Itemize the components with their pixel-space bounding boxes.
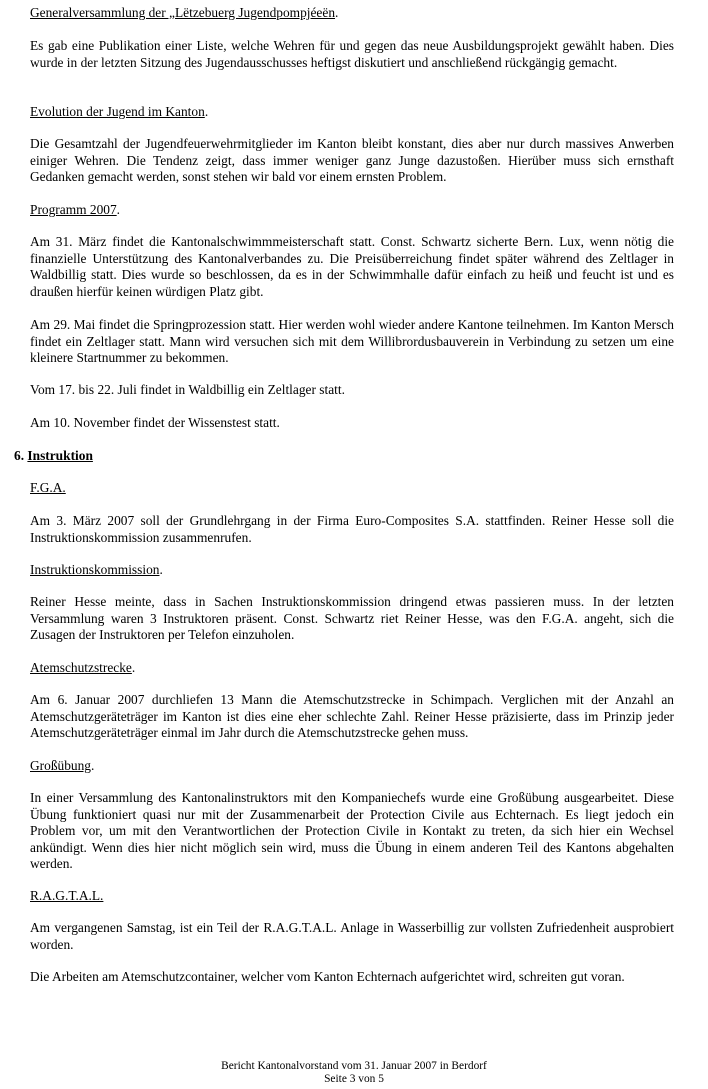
heading-text: Großübung bbox=[30, 758, 91, 773]
heading-suffix: . bbox=[91, 758, 95, 773]
paragraph-ragtal-1: Am vergangenen Samstag, ist ein Teil der R.A.G.T.A.L. Anlage in Wasserbillig zur vollsten Zufriedenheit ausprobiert worden. bbox=[30, 920, 674, 952]
paragraph-generalversammlung: Es gab eine Publikation einer Liste, welche Wehren für und gegen das neue Ausbildungsprojekt gewählt haben. Dies wurde in der letzten Sitzung des Jugendausschusses heftigst diskutiert und anschließend rückgängig gemacht. bbox=[30, 38, 674, 70]
subsection-heading-ragtal bbox=[30, 888, 674, 905]
heading-suffix: . bbox=[116, 202, 121, 217]
subsection-heading-atemschutzstrecke bbox=[30, 660, 674, 677]
section-title: Instruktion bbox=[27, 448, 93, 463]
paragraph-ragtal-2: Die Arbeiten am Atemschutzcontainer, welcher vom Kanton Echternach aufgerichtet wird, schreiten gut voran. bbox=[30, 969, 625, 984]
subsection-heading-programm bbox=[30, 202, 674, 219]
subsection-heading-grossuebung bbox=[30, 758, 674, 775]
page-footer bbox=[0, 1060, 708, 1086]
paragraph-programm-2: Am 29. Mai findet die Springprozession statt. Hier werden wohl wieder andere Kantone teilnehmen. Im Kanton Mersch findet ein Zeltlager statt. Mann wird versuchen sich mit dem Willibrordusbauverein in Verbindung zu setzen um eine kleinere Startnummer zu bekommen. bbox=[30, 317, 674, 366]
heading-text: Evolution der Jugend im Kanton bbox=[30, 104, 205, 119]
paragraph-instruktionskommission: Reiner Hesse meinte, dass in Sachen Instruktionskommission dringend etwas passieren muss. In der letzten Versammlung waren 3 Instruktoren präsent. Const. Schwartz riet Reiner Hesse, was den F.G.A. angeht, sich die Zusagen der Instruktoren per Telefon einzuholen. bbox=[30, 594, 674, 643]
heading-text: Programm 2007 bbox=[30, 202, 117, 217]
subsection-heading-instruktionskommission bbox=[30, 562, 674, 579]
paragraph-programm-4: Am 10. November findet der Wissenstest statt. bbox=[30, 415, 280, 430]
heading-text: Instruktionskommission bbox=[30, 562, 160, 577]
subsection-heading-fga bbox=[30, 480, 674, 497]
paragraph-atemschutzstrecke: Am 6. Januar 2007 durchliefen 13 Mann die Atemschutzstrecke in Schimpach. Verglichen mit der Anzahl an Atemschutzgeräteträger im Kanton ist dies eine eher schlechte Zahl. Reiner Hesse präzisierte, dass im Prinzip jeder Atemschutzgeräteträger einmal im Jahr durch die Atemschutzstrecke gehen muss. bbox=[30, 692, 674, 741]
paragraph-evolution: Die Gesamtzahl der Jugendfeuerwehrmitglieder im Kanton bleibt konstant, dies aber nur durch massives Anwerben einiger Wehren. Die Tendenz zeigt, dass immer weniger ganz Junge dazustoßen. Hierüber muss sich ernsthaft Gedanken gemacht werden, sonst stehen wir bald vor einem ernsten Problem. bbox=[30, 136, 674, 185]
paragraph-grossuebung: In einer Versammlung des Kantonalinstruktors mit den Kompaniechefs wurde eine Großübung ausgearbeitet. Diese Übung funktioniert quasi nur mit der Zusammenarbeit der Protection Civile aus Echternach. Es liegt jedoch ein Problem vor, um mit den Verantwortlichen der Protection Civile in Kontakt zu treten, da sich hier ein Wechsel ankündigt. Wenn dies hier nicht möglich sein wird, muss die Übung in einem anderen Teil des Kantons abgehalten werden. bbox=[30, 790, 674, 872]
heading-text: Atemschutzstrecke bbox=[30, 660, 132, 675]
paragraph-programm-3: Vom 17. bis 22. Juli findet in Waldbillig ein Zeltlager statt. bbox=[30, 382, 345, 397]
paragraph-fga: Am 3. März 2007 soll der Grundlehrgang in der Firma Euro-Composites S.A. stattfinden. Reiner Hesse soll die Instruktionskommission zusammenrufen. bbox=[30, 513, 674, 545]
paragraph-programm-1: Am 31. März findet die Kantonalschwimmmeisterschaft statt. Const. Schwartz sicherte Bern. Lux, wenn nötig die finanzielle Unterstützung des Kantonalverbandes zu. Die Preisüberreichung findet später während des Zeltlager in Waldbillig statt. Dies wurde so beschlossen, da es in der Schwimmhalle dafür einfach zu heiß und feucht ist und es draußen hierfür keinen würdigen Platz gibt. bbox=[30, 234, 674, 299]
heading-suffix: . bbox=[131, 660, 136, 675]
subsection-heading-generalversammlung bbox=[30, 5, 674, 22]
section-number: 6. bbox=[14, 448, 25, 463]
heading-suffix: . bbox=[159, 562, 163, 577]
heading-text: R.A.G.T.A.L. bbox=[30, 888, 104, 903]
heading-suffix: . bbox=[335, 5, 339, 20]
footer-page-number: Seite 3 von 5 bbox=[324, 1073, 384, 1085]
footer-report-line: Bericht Kantonalvorstand vom 31. Januar 2007 in Berdorf bbox=[221, 1060, 487, 1072]
heading-suffix: . bbox=[204, 104, 209, 119]
subsection-heading-evolution bbox=[30, 104, 674, 121]
heading-text: Generalversammlung der „Lëtzebuerg Jugendpompjéeën bbox=[30, 5, 336, 20]
heading-text: F.G.A. bbox=[30, 480, 66, 495]
section-heading-instruktion bbox=[14, 448, 93, 465]
